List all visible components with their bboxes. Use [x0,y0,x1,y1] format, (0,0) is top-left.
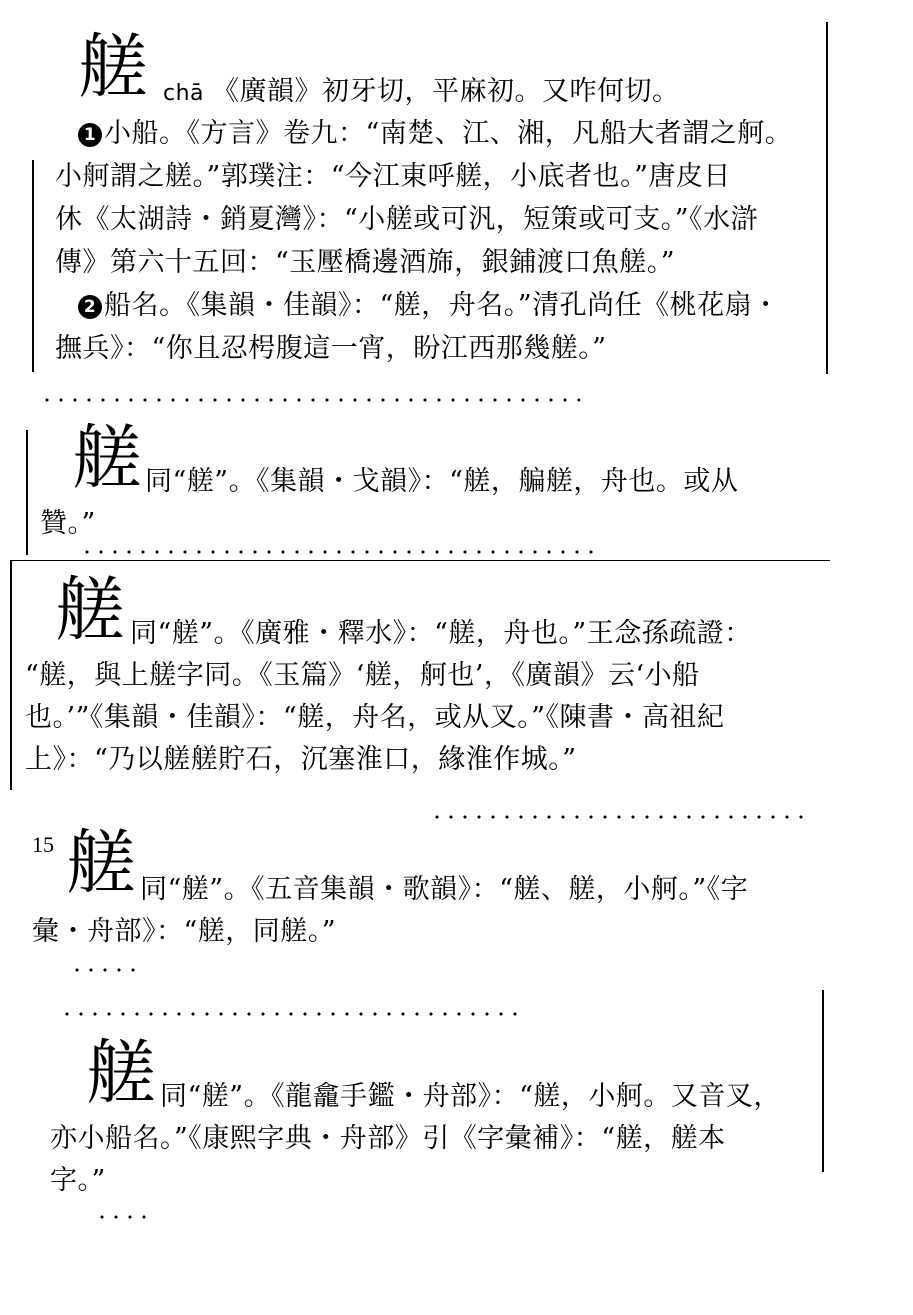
headword: 艖 [78,26,148,108]
entry-line: 彙・舟部》：“艖，同艖。” [32,916,337,947]
entry-line: 撫兵》：“你且忍枵腹這一宵，盼江西那幾艖。” [55,333,607,364]
scan-fragment [80,550,600,554]
entry-line: 同“艖”。《五音集韻・歌韻》：“艖、艖，小舸。”《字 [140,874,749,905]
scan-fragment [40,398,580,402]
headword: 艖 [55,569,125,651]
scan-fragment [70,968,140,972]
entry-line: “艖，與上艖字同。《玉篇》‘艖，舸也’，《廣韻》云‘小船 [25,660,700,691]
scan-fragment [95,1215,155,1219]
entry-line [78,120,792,147]
entry-line [163,78,680,105]
entry-line: 字。” [50,1165,106,1196]
headword: 艖 [72,417,142,499]
pinyin: chā [163,81,205,106]
entry-line-text: 小船。《方言》卷九：“南楚、江、湘，凡船大者謂之舸。 [104,118,793,149]
page-number: 15 [32,832,54,857]
headword: 艖 [86,1032,156,1114]
entry-line: 同“艖”。《廣雅・釋水》：“艖，舟也。”王念孫疏證： [130,618,752,649]
headword: 艖 [66,822,136,904]
margin-rule [826,22,828,374]
entry-line: 贊。” [40,508,96,539]
entry-line-text: 船名。《集韻・佳韻》：“艖，舟名。”清孔尚任《桃花扇・ [104,290,780,321]
entry-line-text: 《廣韻》初牙切，平麻初。又咋何切。 [212,76,680,107]
scan-fragment [430,815,810,819]
margin-rule [32,160,34,372]
entry-line [78,292,780,319]
margin-rule [26,430,28,555]
entry-line: 小舸謂之艖。”郭璞注：“今江東呼艖，小底者也。”唐皮日 [55,161,731,192]
entry-line: 傳》第六十五回：“玉壓橋邊酒旆，銀鋪渡口魚艖。” [55,247,676,278]
entry-line: 同“艖”。《集韻・戈韻》：“艖，艑艖，舟也。或从 [145,466,739,497]
margin-rule [10,560,12,790]
sense-number: 1 [78,123,102,147]
entry-line: 休《太湖詩・銷夏灣》：“小艖或可汎，短策或可支。”《水滸 [55,204,759,235]
sense-number: 2 [78,295,102,319]
entry-line: 亦小船名。”《康熙字典・舟部》引《字彙補》：“艖，艖本 [50,1123,726,1154]
scan-edge [10,560,830,561]
entry-line: 也。’”《集韻・佳韻》：“艖，舟名，或从叉。”《陳書・高祖紀 [25,702,725,733]
entry-line: 上》：“乃以艖艖貯石，沉塞淮口，緣淮作城。” [25,744,577,775]
scan-fragment [60,1012,520,1016]
entry-line: 同“艖”。《龍龕手鑑・舟部》：“艖，小舸。又音叉， [160,1081,781,1112]
margin-rule [822,990,824,1172]
